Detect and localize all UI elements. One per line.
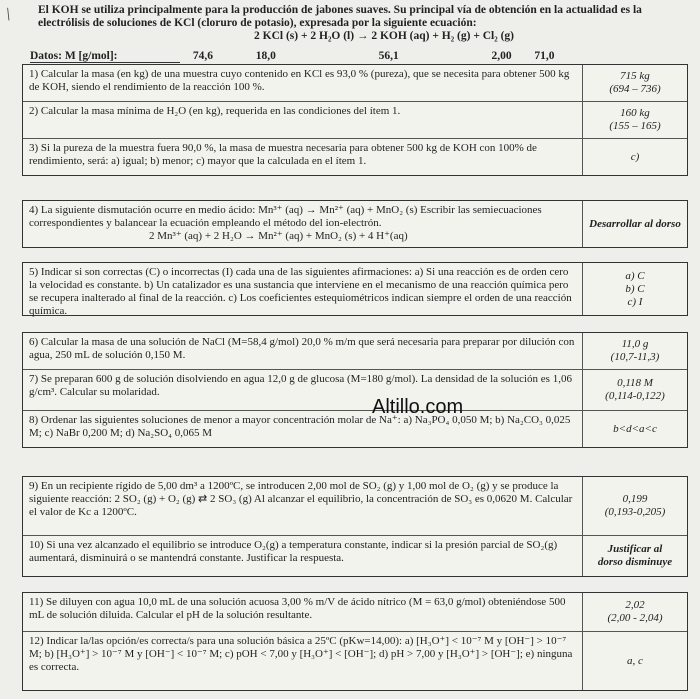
question-group-2 — [22, 332, 688, 448]
answer-cell — [583, 139, 687, 175]
answer-cell: Desarrollar al dorso — [589, 217, 681, 230]
question-row — [23, 477, 687, 536]
answer-range: (694 – 736) — [609, 83, 661, 95]
question-group-11 — [22, 592, 688, 691]
question-group-4 — [22, 200, 688, 248]
question-text: 8) Ordenar las siguientes soluciones de menor a mayor concentración molar de Na⁺: a) Na₃PO₄ 0,050 M; b) Na₂CO₃ 0,025 M; c) NaBr 0,200 M; d) Na₂SO₄ 0,065 M — [23, 411, 583, 447]
intro-text: El KOH se utiliza principalmente para la producción de jabones suaves. Su principal vía de obtención en la actualidad es la electrólisis de soluciones de KCl (cloruro de potasio), expresada por la siguiente ecuación: — [38, 4, 642, 29]
question-text: 11) Se diluyen con agua 10,0 mL de una solución acuosa 3,00 % m/V de ácido nítrico (M = 63,0 g/mol) obteniéndose 500 mL de solución diluida. Calcular el pH de la solución resultante. — [23, 593, 583, 631]
question-row — [23, 201, 687, 247]
watermark-text: Altillo.com — [372, 396, 464, 418]
answer-value: b<d<a<c — [613, 422, 657, 435]
answer-cell — [583, 263, 687, 315]
answer-value: 160 kg — [620, 107, 650, 119]
answer-cell — [583, 333, 687, 369]
question-text: 1) Calcular la masa (en kg) de una muestra cuyo contenido en KCl es 93,0 % (pureza), que se necesita para obtener 500 kg de KOH, siendo el rendimiento de la reacción 100 %. — [23, 65, 583, 101]
answer-cell — [583, 593, 687, 631]
answer-value: 0,199 — [622, 493, 648, 505]
answer-range: (2,00 - 2,04) — [607, 612, 663, 624]
question-text: 3) Si la pureza de la muestra fuera 90,0 %, la masa de muestra necesaria para obtener 500 kg de KOH con 100% de rendimiento, será: a) igual; b) menor; c) mayor que la calculada en el ítem 1. — [23, 139, 583, 175]
question-text: 12) Indicar la/las opción/es correcta/s para una solución básica a 25ºC (pKw=14,00): a) [H₃O⁺] < 10⁻⁷ M y [OH⁻] > 10⁻⁷ M; b) [H₃O⁺] > 10⁻⁷ M y [OH⁻] < 10⁻⁷ M; c) pOH < 7,00 y [H₃O⁺] < [OH⁻]; d) pH > 7,00 y [H₃O⁺] > [OH⁻]; e) ninguna es correcta. — [23, 632, 583, 690]
question-row — [23, 536, 687, 576]
datos-value: 56,1 — [378, 50, 399, 62]
question-body: 4) La siguiente dismutación ocurre en medio ácido: Mn³⁺ (aq) → Mn²⁺ (aq) + MnO₂ (s) Escribir las semiecuaciones correspondientes y balancear la ecuación empleando el método del ion-electrón. — [29, 204, 542, 229]
answer-value: 0,118 M — [617, 377, 653, 389]
answer-value: a) C — [625, 269, 645, 282]
answer-range: (155 – 165) — [609, 120, 661, 132]
answer-range: (10,7-11,3) — [610, 351, 660, 363]
question-text: 7) Se preparan 600 g de solución disolviendo en agua 12,0 g de glucosa (M=180 g/mol). La densidad de la solución es 1,06 g/cm³. Calcular su molaridad. — [23, 370, 583, 410]
question-text — [23, 201, 583, 247]
answer-value: 2,02 — [625, 599, 645, 611]
answer-cell — [583, 102, 687, 138]
question-group-3 — [22, 476, 688, 577]
answer-range: (0,114-0,122) — [605, 390, 665, 402]
question-row — [23, 411, 687, 447]
answer-cell — [583, 632, 687, 690]
answer-value: 11,0 g — [621, 338, 649, 350]
question-row — [23, 632, 687, 690]
datos-value: 71,0 — [534, 50, 555, 62]
answer-range: dorso disminuye — [597, 556, 673, 568]
answer-range: (0,193-0,205) — [604, 506, 666, 518]
answer-value: a, c — [627, 654, 643, 667]
question-row — [23, 139, 687, 175]
answer-cell — [583, 370, 687, 410]
question-text: 10) Si una vez alcanzado el equilibrio se introduce O₂(g) a temperatura constante, indicar si la presión parcial de SO₂(g) aumentará, disminuirá o se mantendrá constante. Justificar la respuesta. — [23, 536, 583, 576]
answer-value: c) I — [627, 295, 643, 308]
answer-value: b) C — [625, 282, 645, 295]
question-row — [23, 263, 687, 315]
answer-cell — [583, 65, 687, 101]
answer-value: c) — [630, 150, 640, 163]
datos-row — [30, 50, 670, 63]
answer-cell — [583, 477, 687, 535]
question-row — [23, 102, 687, 139]
intro-block — [38, 4, 690, 43]
datos-value: 2,00 — [491, 50, 512, 62]
question-row — [23, 370, 687, 411]
corner-mark: / — [1, 3, 15, 25]
question-text: 9) En un recipiente rígido de 5,00 dm³ a 1200ºC, se introducen 2,00 mol de SO₂ (g) y 1,00 mol de O₂ (g) y se produce la siguiente reacción: 2 SO₂ (g) + O₂ (g) ⇄ 2 SO₃ (g) Al alcanzar el equilibrio, la concentración de SO₃ es 0,0620 M. Calcular el valor de Kc a 1200ºC. — [23, 477, 583, 535]
answer-cell — [583, 411, 687, 447]
datos-value: 74,6 — [192, 50, 213, 62]
question-text: 6) Calcular la masa de una solución de NaCl (M=58,4 g/mol) 20,0 % m/m que será necesaria para preparar por dilución con agua, 250 mL de solución 0,150 M. — [23, 333, 583, 369]
question-row — [23, 333, 687, 370]
question-group-1 — [22, 64, 688, 176]
answer-value: 715 kg — [620, 70, 650, 82]
question-equation: 2 Mn³⁺ (aq) + 2 H₂O → Mn²⁺ (aq) + MnO₂ (s) + 4 H⁺(aq) — [149, 230, 408, 242]
question-row — [23, 593, 687, 632]
intro-equation: 2 KCl (s) + 2 H₂O (l) → 2 KOH (aq) + H₂ (g) + Cl₂ (g) — [254, 30, 514, 42]
question-row — [23, 65, 687, 102]
datos-value: 18,0 — [255, 50, 276, 62]
question-text: 5) Indicar si son correctas (C) o incorrectas (I) cada una de las siguientes afirmaciones: a) Si una reacción es de orden cero la velocidad es constante. b) Un catalizador es una sustancia que interviene en el mecanismo de una reacción química pero se recupera inalterado al final de la reacción. c) Los coeficientes estequiométricos indican siempre el orden de una reacción química. — [23, 263, 583, 315]
question-text: 2) Calcular la masa mínima de H₂O (en kg), requerida en las condiciones del ítem 1. — [23, 102, 583, 138]
answer-value: Justificar al — [607, 543, 663, 555]
answer-cell — [583, 536, 687, 576]
question-group-5 — [22, 262, 688, 316]
datos-label: Datos: M [g/mol]: — [30, 50, 180, 63]
